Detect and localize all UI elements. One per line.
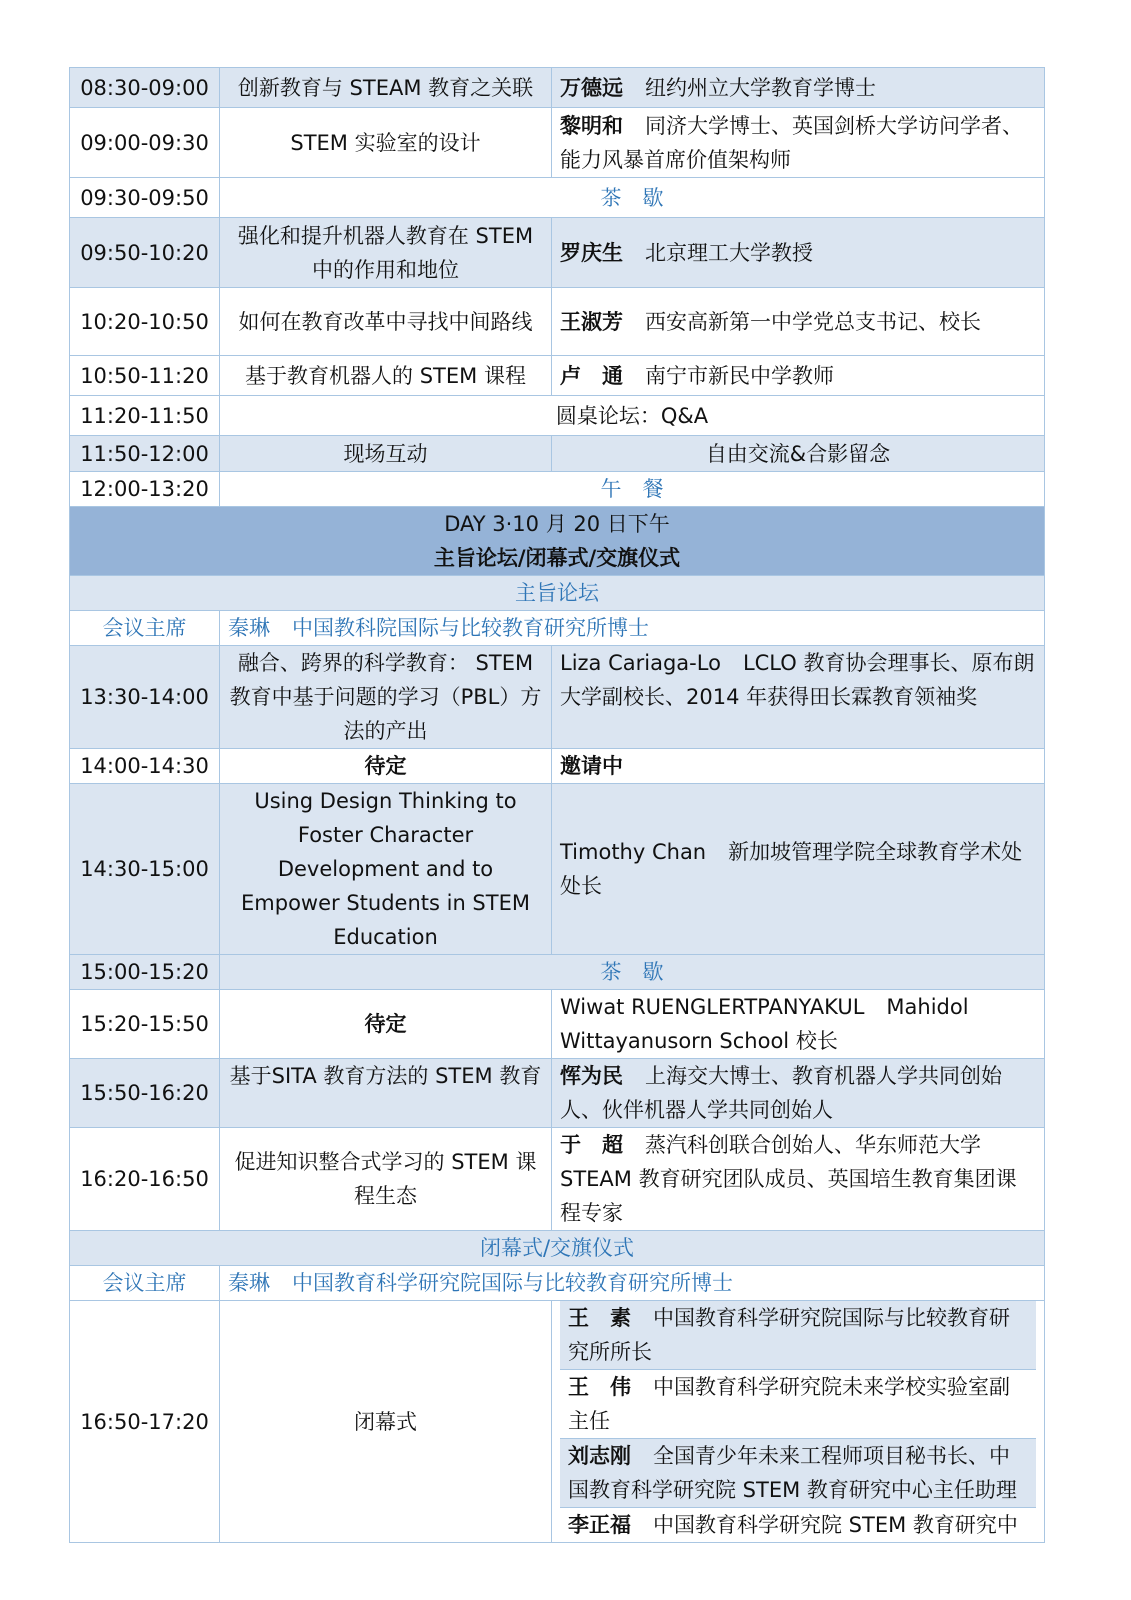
closing-speaker: [560, 1301, 1036, 1370]
speaker-name: 于 超: [560, 1133, 623, 1157]
time-cell: 15:20-15:50: [70, 990, 220, 1059]
time-cell: 15:00-15:20: [70, 955, 220, 990]
closing-speaker: [560, 1508, 1036, 1542]
day-header-sessions: 主旨论坛/闭幕式/交旗仪式: [433, 546, 681, 570]
time-cell: 13:30-14:00: [70, 646, 220, 749]
speaker-cell: [552, 1059, 1045, 1128]
table-row: [70, 646, 1045, 749]
speaker-cell: [552, 1128, 1045, 1231]
speaker-desc: 蒸汽科创联合创始人、华东师范大学 STEAM 教育研究团队成员、英国培生教育集团课程专家: [560, 1133, 1017, 1225]
chair-desc: 中国教科院国际与比较教育研究所博士: [292, 616, 649, 640]
topic-cell: STEM 实验室的设计: [220, 108, 552, 178]
speaker-name: 卢 通: [560, 363, 623, 388]
topic-cell: 基于SITA 教育方法的 STEM 教育: [220, 1059, 552, 1128]
day-header-cell: [70, 507, 1045, 576]
speaker-name: Timothy Chan: [560, 840, 707, 864]
time-cell: 16:50-17:20: [70, 1301, 220, 1543]
table-row: [70, 218, 1045, 288]
speaker-cell: [552, 990, 1045, 1059]
time-cell: 10:50-11:20: [70, 356, 220, 396]
table-row: [70, 749, 1045, 784]
time-cell: 11:50-12:00: [70, 436, 220, 472]
chair-label: 会议主席: [70, 611, 220, 646]
speaker-name: Wiwat RUENGLERTPANYAKUL: [560, 995, 865, 1019]
table-row: [70, 1059, 1045, 1128]
table-row: [70, 784, 1045, 955]
topic-cell: 融合、跨界的科学教育： STEM 教育中基于问题的学习（PBL）方法的产出: [220, 646, 552, 749]
topic-cell: 创新教育与 STEAM 教育之关联: [220, 68, 552, 108]
speaker-name: 万德远: [560, 75, 623, 100]
time-cell: 12:00-13:20: [70, 472, 220, 507]
chair-cell: [220, 611, 1045, 646]
table-row: [70, 472, 1045, 507]
time-cell: 09:00-09:30: [70, 108, 220, 178]
lunch-cell: 午 餐: [220, 472, 1045, 507]
speaker-desc: 中国教育科学研究院 STEM 教育研究中: [653, 1513, 1018, 1537]
time-cell: 09:30-09:50: [70, 178, 220, 218]
speaker-cell: [552, 218, 1045, 288]
table-row: [70, 356, 1045, 396]
keynote-title: 主旨论坛: [70, 576, 1045, 611]
speaker-desc: Mahidol Wittayanusorn School 校长: [560, 995, 969, 1053]
table-row: [70, 1128, 1045, 1231]
closing-speaker: [560, 1439, 1036, 1508]
speaker-desc: 西安高新第一中学党总支书记、校长: [645, 309, 981, 334]
speaker-name: 王淑芳: [560, 309, 623, 334]
chair-row: [70, 1266, 1045, 1301]
speaker-name: 恽为民: [560, 1064, 623, 1088]
tea-break-cell: 茶 歇: [220, 178, 1045, 218]
time-cell: 15:50-16:20: [70, 1059, 220, 1128]
speaker-name: 李正福: [568, 1513, 631, 1537]
chair-name: 秦琳: [228, 1271, 270, 1295]
speaker-cell: [552, 784, 1045, 955]
section-header: [70, 576, 1045, 611]
speaker-desc: 全国青少年未来工程师项目秘书长、中国教育科学研究院 STEM 教育研究中心主任助理: [568, 1444, 1017, 1502]
speaker-cell: 自由交流&合影留念: [552, 436, 1045, 472]
table-row: [70, 955, 1045, 990]
chair-label: 会议主席: [70, 1266, 220, 1301]
topic-cell: Using Design Thinking to Foster Character Development and to Empower Students in STEM Education: [220, 784, 552, 955]
speaker-cell: [552, 108, 1045, 178]
topic-cell: 闭幕式: [220, 1301, 552, 1543]
topic-cell: 如何在教育改革中寻找中间路线: [220, 288, 552, 356]
closing-title: 闭幕式/交旗仪式: [70, 1231, 1045, 1266]
speaker-name: 王 伟: [568, 1375, 631, 1399]
chair-cell: [220, 1266, 1045, 1301]
topic-cell: 强化和提升机器人教育在 STEM 中的作用和地位: [220, 218, 552, 288]
roundtable-cell: 圆桌论坛：Q&A: [220, 396, 1045, 436]
speaker-desc: 新加坡管理学院全球教育学术处处长: [560, 840, 1023, 898]
table-row: [70, 68, 1045, 108]
speaker-stack: [552, 1301, 1045, 1543]
time-cell: 11:20-11:50: [70, 396, 220, 436]
section-header: [70, 1231, 1045, 1266]
speaker-cell: [552, 356, 1045, 396]
chair-desc: 中国教育科学研究院国际与比较教育研究所博士: [292, 1271, 733, 1295]
speaker-desc: 南宁市新民中学教师: [645, 363, 834, 388]
time-cell: 10:20-10:50: [70, 288, 220, 356]
speaker-name: 黎明和: [560, 113, 623, 138]
speaker-desc: 北京理工大学教授: [645, 240, 813, 265]
speaker-desc: 同济大学博士、英国剑桥大学访问学者、能力风暴首席价值架构师: [560, 113, 1023, 172]
tea-break-cell: 茶 歇: [220, 955, 1045, 990]
day-header: [70, 507, 1045, 576]
day-header-date: DAY 3·10 月 20 日下午: [444, 512, 670, 536]
speaker-cell: [552, 646, 1045, 749]
topic-cell: 现场互动: [220, 436, 552, 472]
topic-cell: 基于教育机器人的 STEM 课程: [220, 356, 552, 396]
speaker-desc: 纽约州立大学教育学博士: [645, 75, 876, 100]
time-cell: 08:30-09:00: [70, 68, 220, 108]
closing-speaker: [560, 1370, 1036, 1439]
speaker-cell: 邀请中: [552, 749, 1045, 784]
speaker-cell: [552, 68, 1045, 108]
time-cell: 14:00-14:30: [70, 749, 220, 784]
topic-cell: 待定: [220, 990, 552, 1059]
table-row: [70, 178, 1045, 218]
table-row: [70, 1301, 1045, 1543]
speaker-desc: LCLO 教育协会理事长、原布朗大学副校长、2014 年获得田长霖教育领袖奖: [560, 651, 1035, 709]
table-row: [70, 288, 1045, 356]
table-row: [70, 396, 1045, 436]
chair-name: 秦琳: [228, 616, 270, 640]
time-cell: 09:50-10:20: [70, 218, 220, 288]
schedule-table: [69, 67, 1045, 1543]
speaker-desc: 中国教育科学研究院国际与比较教育研究所所长: [568, 1306, 1010, 1364]
table-row: [70, 990, 1045, 1059]
topic-cell: 待定: [220, 749, 552, 784]
speaker-desc: 中国教育科学研究院未来学校实验室副主任: [568, 1375, 1010, 1433]
speaker-name: 王 素: [568, 1306, 631, 1330]
speaker-name: 刘志刚: [568, 1444, 631, 1468]
speaker-desc: 上海交大博士、教育机器人学共同创始人、伙伴机器人学共同创始人: [560, 1064, 1002, 1122]
topic-cell: 促进知识整合式学习的 STEM 课程生态: [220, 1128, 552, 1231]
time-cell: 14:30-15:00: [70, 784, 220, 955]
speaker-name: Liza Cariaga-Lo: [560, 651, 721, 675]
table-row: [70, 436, 1045, 472]
speaker-name: 罗庆生: [560, 240, 623, 265]
speaker-cell: [552, 288, 1045, 356]
chair-row: [70, 611, 1045, 646]
time-cell: 16:20-16:50: [70, 1128, 220, 1231]
table-row: [70, 108, 1045, 178]
